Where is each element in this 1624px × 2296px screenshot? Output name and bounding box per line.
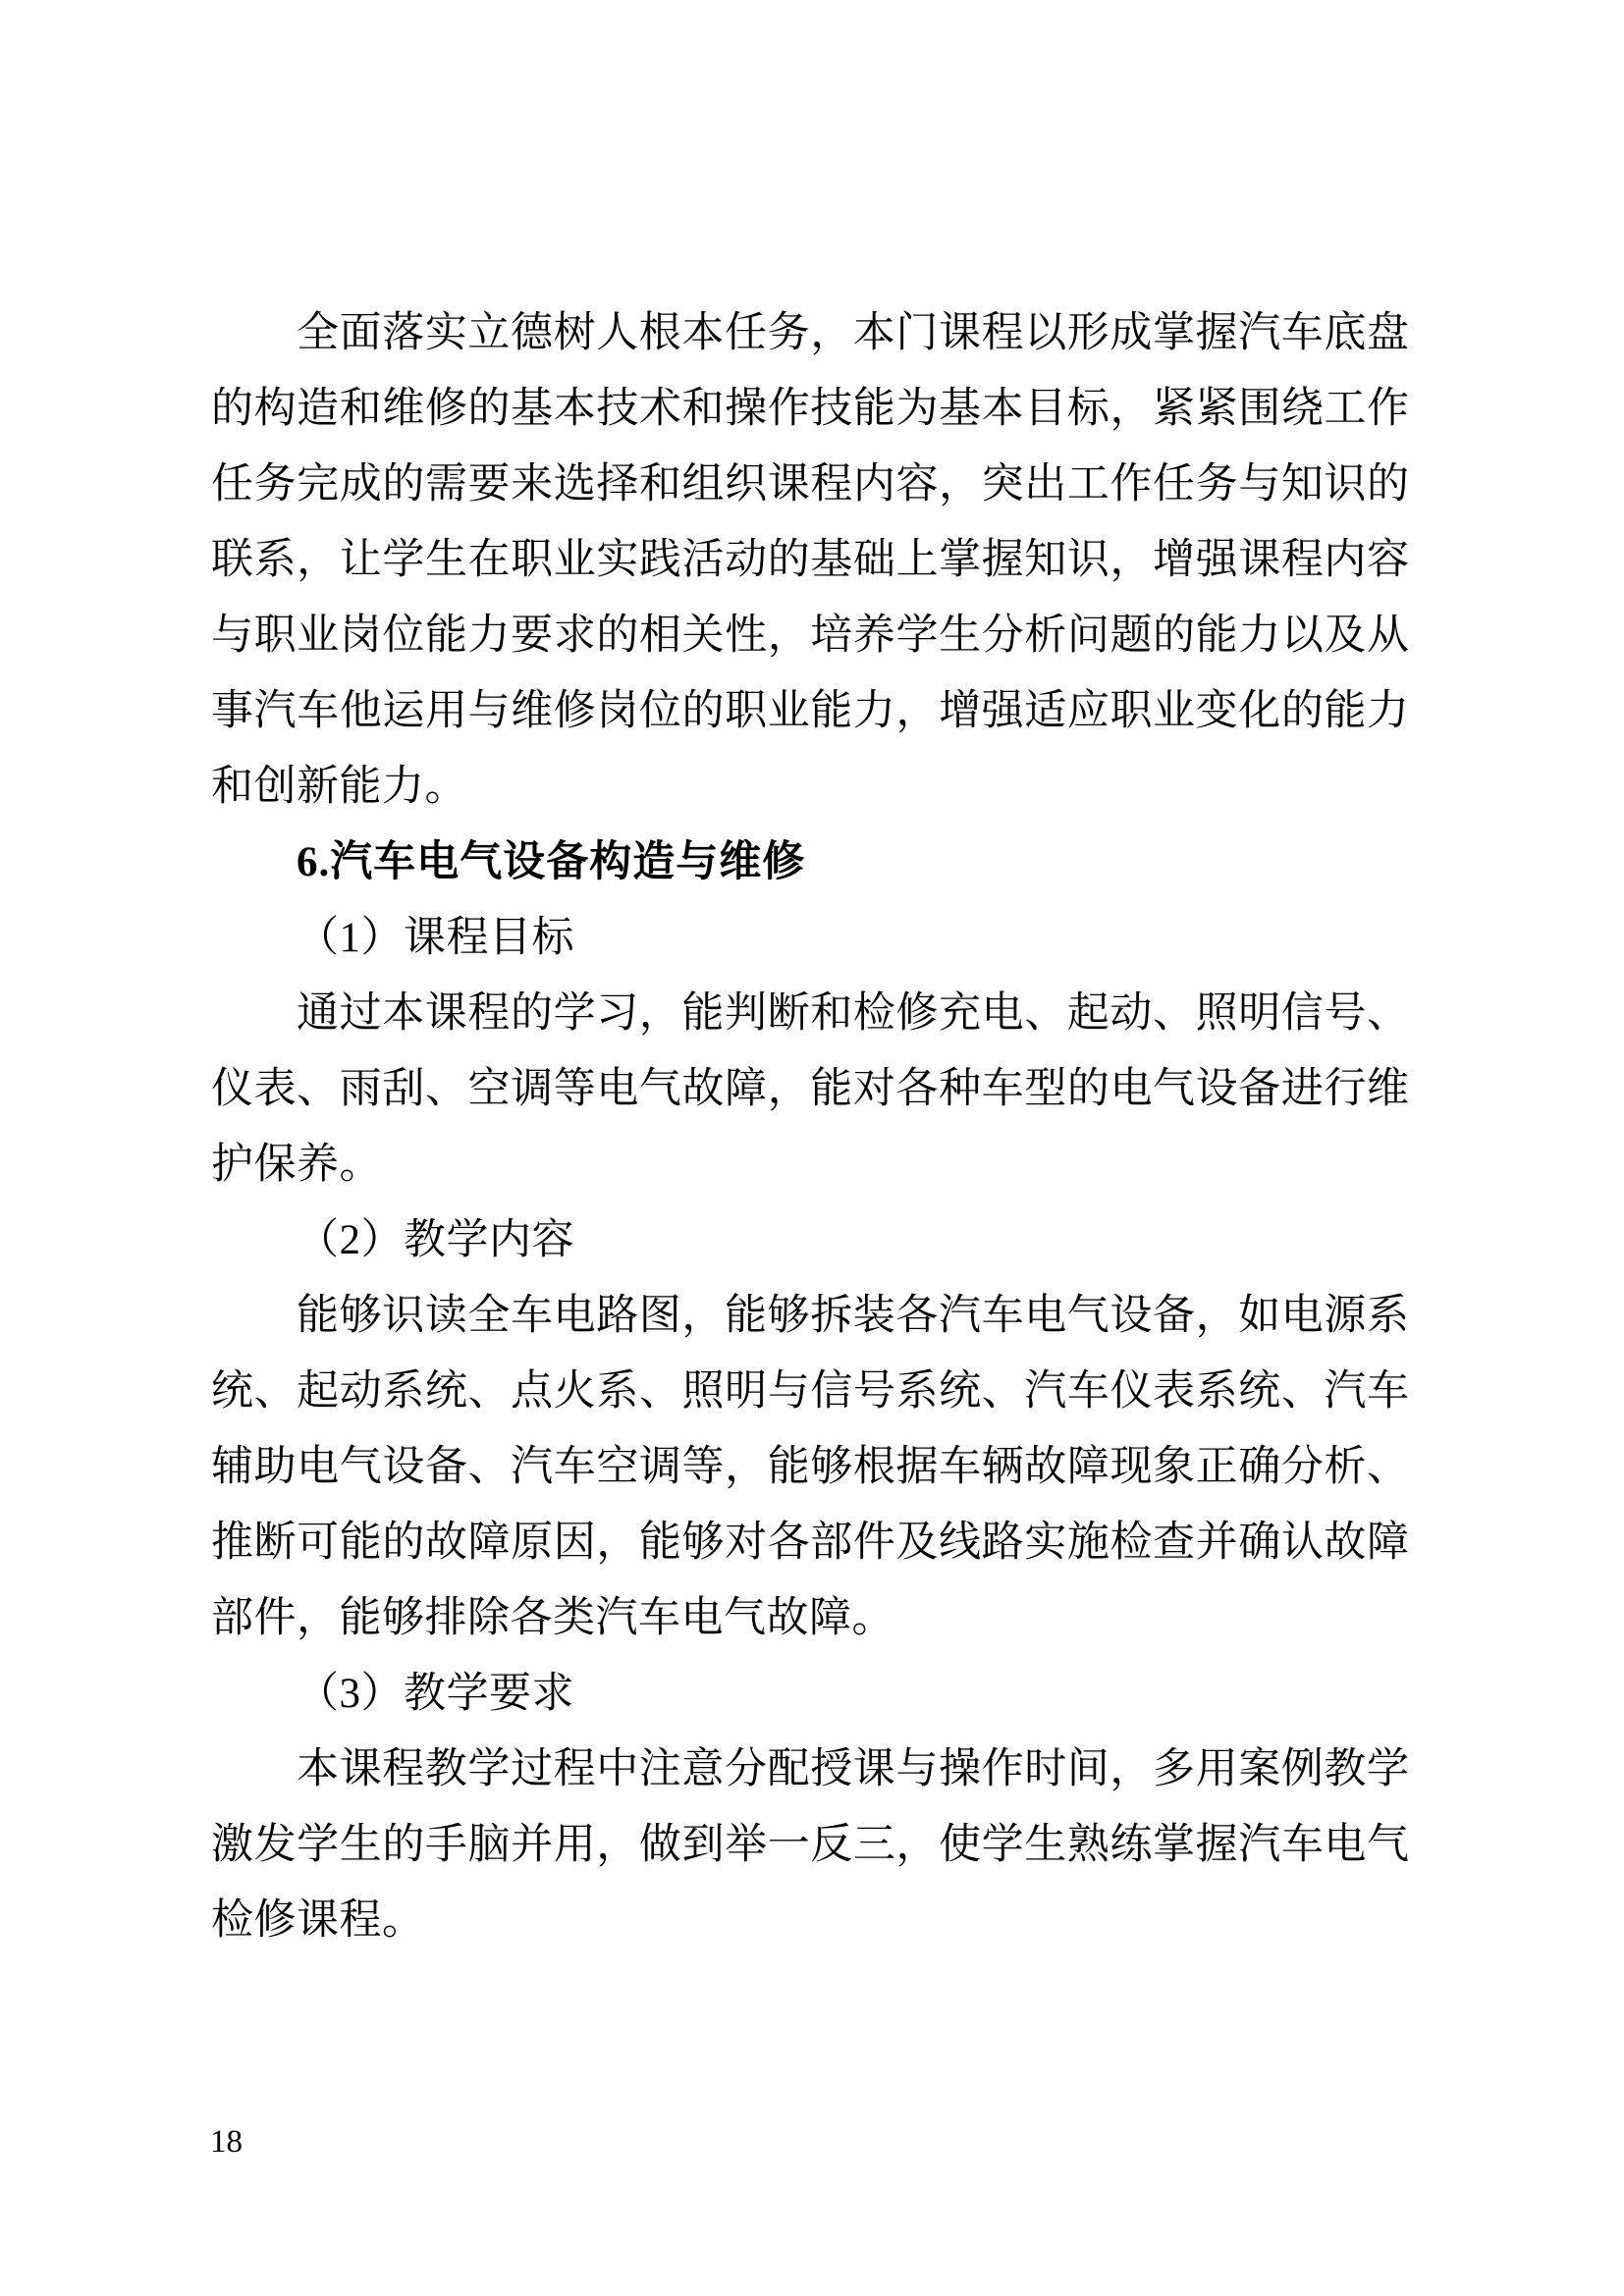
paragraph-line: 能够识读全车电路图，能够拆装各汽车电气设备，如电源系 bbox=[297, 1293, 1409, 1339]
paragraph-line: 激发学生的手脑并用，做到举一反三，使学生熟练掌握汽车电气 bbox=[211, 1822, 1409, 1868]
paragraph-line: 全面落实立德树人根本任务，本门课程以形成掌握汽车底盘 bbox=[297, 310, 1409, 356]
paragraph-line: 护保养。 bbox=[211, 1142, 382, 1188]
paragraph-line: 检修课程。 bbox=[211, 1897, 425, 1944]
subsection-heading-teaching-requirements: （3）教学要求 bbox=[297, 1671, 574, 1717]
paragraph-line: 和创新能力。 bbox=[211, 764, 467, 810]
paragraph-line: 通过本课程的学习，能判断和检修充电、起动、照明信号、 bbox=[297, 990, 1409, 1037]
paragraph-line: 联系，让学生在职业实践活动的基础上掌握知识，增强课程内容 bbox=[211, 537, 1409, 583]
paragraph-line: 辅助电气设备、汽车空调等，能够根据车辆故障现象正确分析、 bbox=[211, 1444, 1409, 1490]
paragraph-line: 的构造和维修的基本技术和操作技能为基本目标，紧紧围绕工作 bbox=[211, 386, 1409, 432]
subsection-heading-course-goal: （1）课程目标 bbox=[297, 915, 574, 961]
paragraph-line: 仪表、雨刮、空调等电气故障，能对各种车型的电气设备进行维 bbox=[211, 1066, 1409, 1112]
document-body bbox=[211, 295, 1409, 1958]
paragraph-line: 任务完成的需要来选择和组织课程内容，突出工作任务与知识的 bbox=[211, 461, 1409, 507]
page-number: 18 bbox=[210, 2124, 243, 2160]
paragraph-line: 统、起动系统、点火系、照明与信号系统、汽车仪表系统、汽车 bbox=[211, 1368, 1409, 1415]
paragraph-line: 本课程教学过程中注意分配授课与操作时间，多用案例教学 bbox=[297, 1746, 1409, 1792]
course-section-heading: 6.汽车电气设备构造与维修 bbox=[297, 839, 806, 885]
paragraph-line: 与职业岗位能力要求的相关性，培养学生分析问题的能力以及从 bbox=[211, 613, 1409, 659]
paragraph-line: 推断可能的故障原因，能够对各部件及线路实施检查并确认故障 bbox=[211, 1520, 1409, 1566]
paragraph-line: 事汽车他运用与维修岗位的职业能力，增强适应职业变化的能力 bbox=[211, 688, 1409, 734]
paragraph-line: 部件，能够排除各类汽车电气故障。 bbox=[211, 1595, 894, 1641]
subsection-heading-teaching-content: （2）教学内容 bbox=[297, 1217, 574, 1263]
